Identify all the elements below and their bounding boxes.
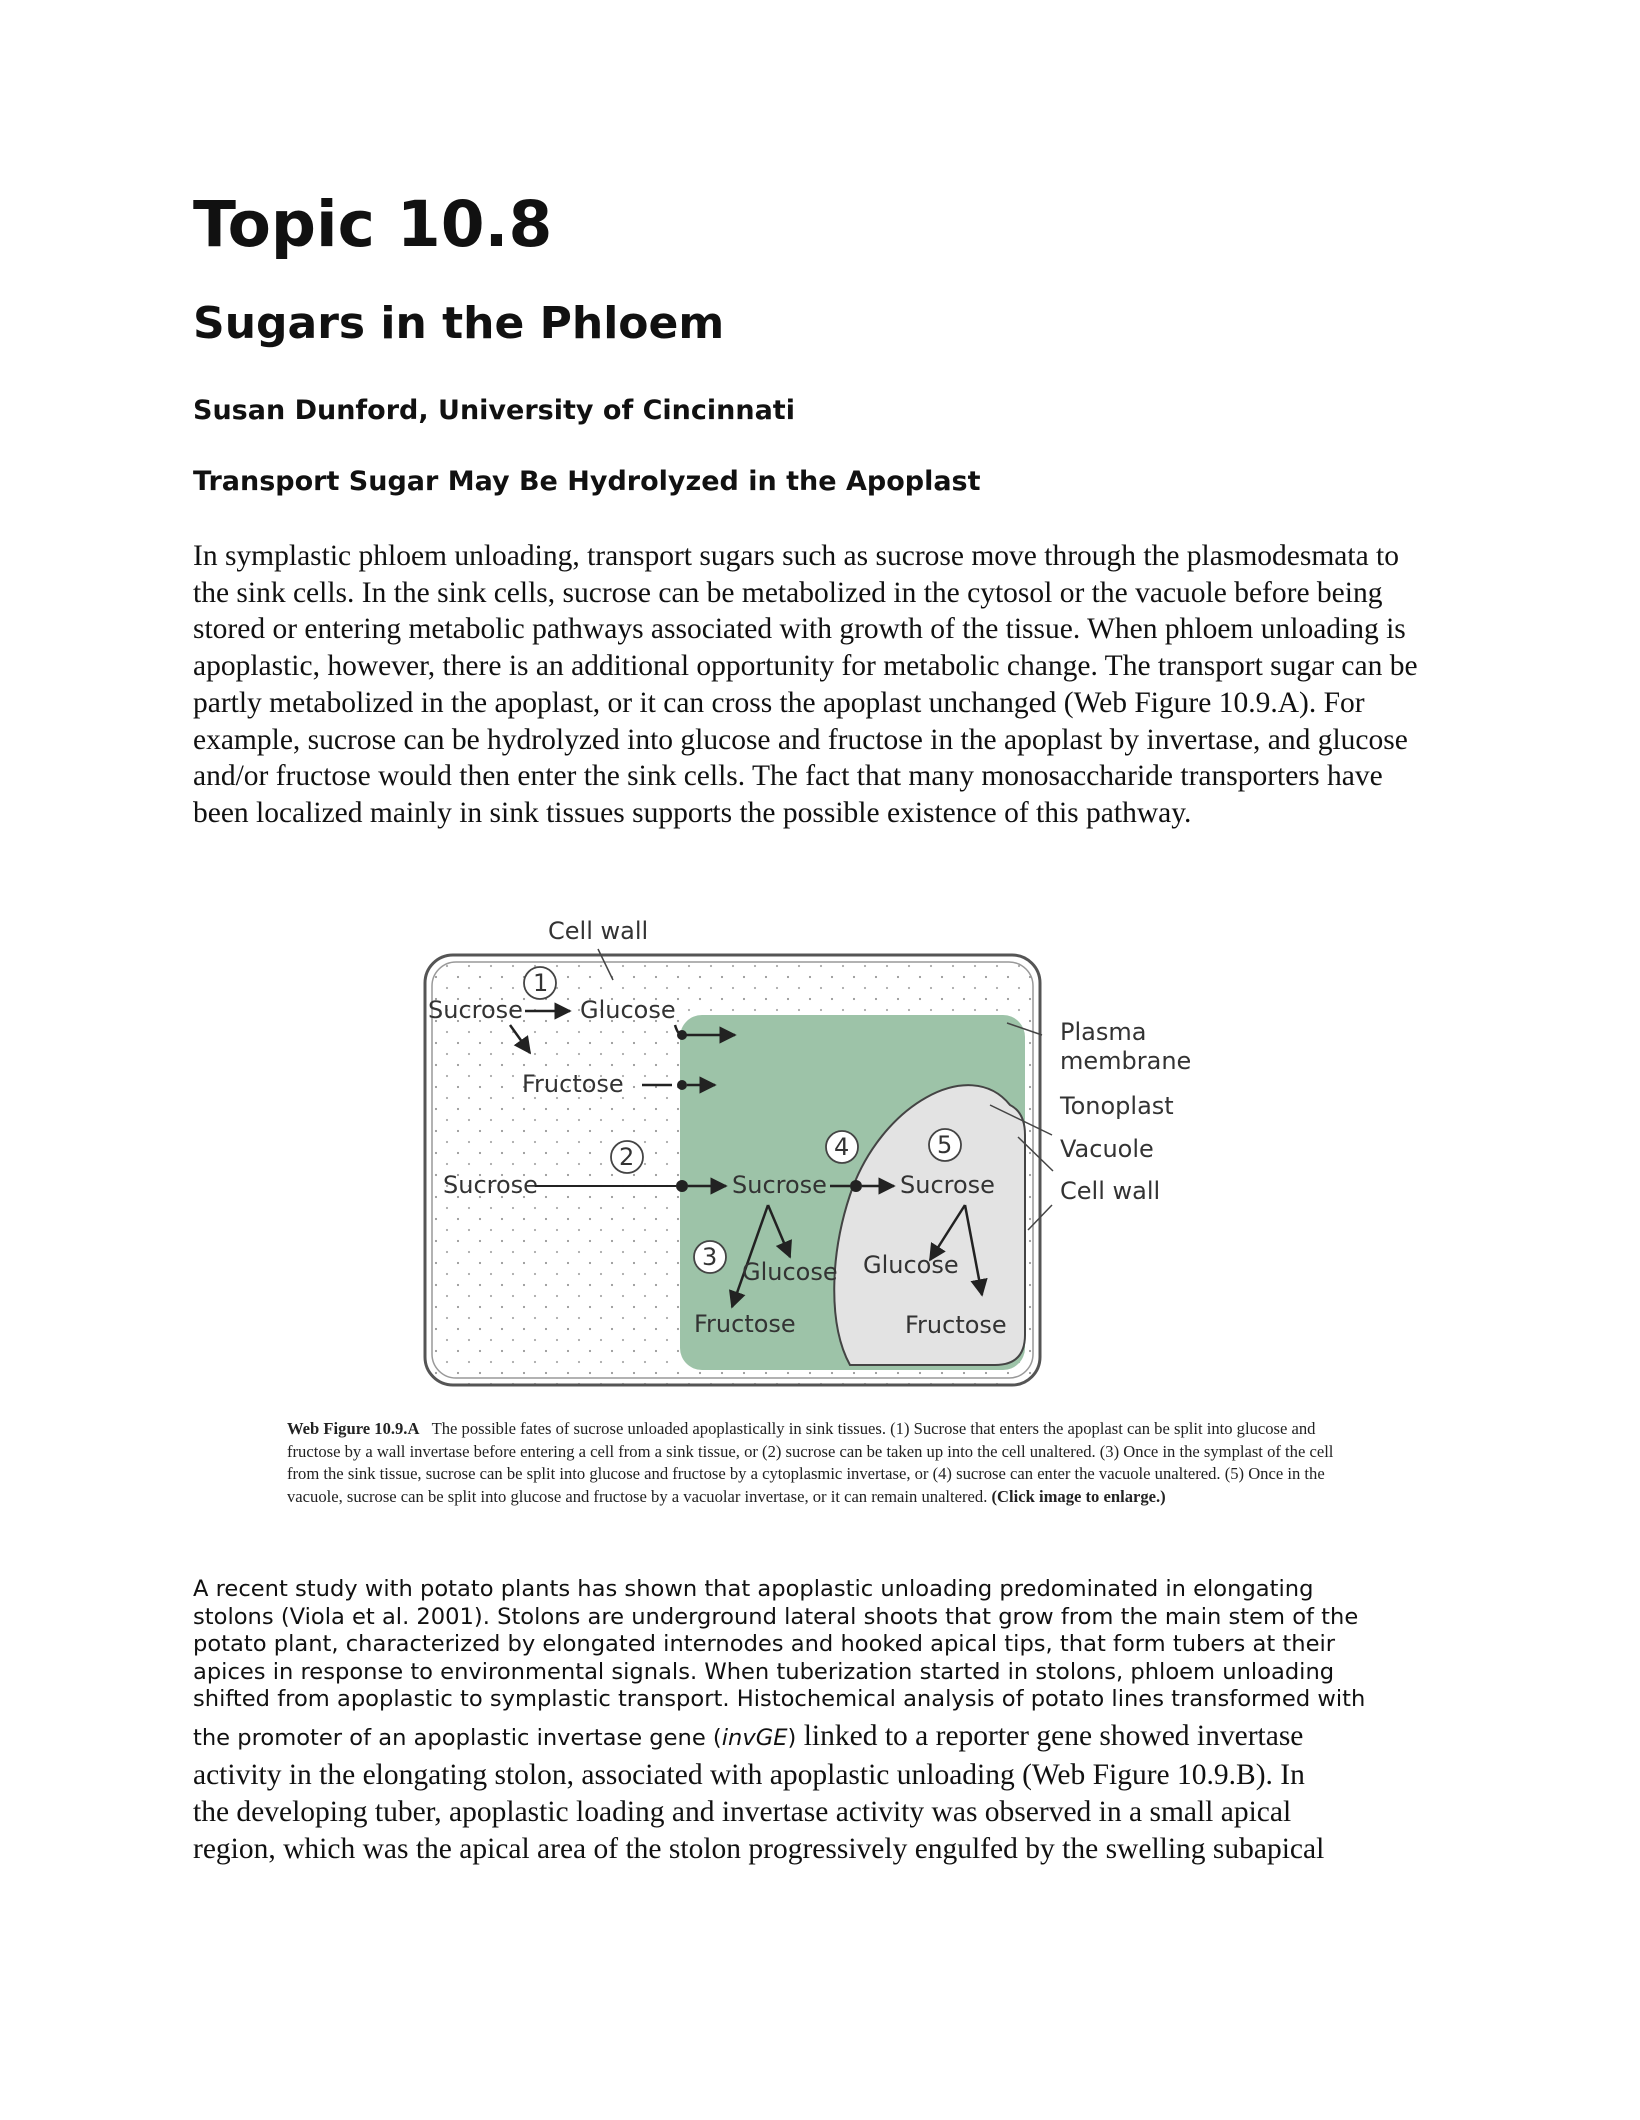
line6-close-paren: ): [787, 1725, 797, 1751]
step-1-number: 1: [533, 969, 549, 997]
label-sucrose-vacuole: Sucrose: [900, 1171, 995, 1199]
tonoplast-transporter: [850, 1180, 862, 1192]
label-glucose-vacuole: Glucose: [863, 1251, 959, 1279]
gene-name: invGE: [721, 1725, 788, 1751]
sucrose-transporter: [676, 1180, 688, 1192]
paragraph-line-mixed: [193, 1718, 1443, 1757]
step-4-number: 4: [834, 1133, 850, 1161]
label-cell-wall-top: Cell wall: [548, 917, 649, 945]
step-2-number: 2: [619, 1143, 635, 1171]
caption-enlarge-link[interactable]: (Click image to enlarge.): [991, 1486, 1166, 1506]
label-plasma: Plasma: [1060, 1018, 1147, 1046]
label-sucrose-1: Sucrose: [428, 996, 523, 1024]
paragraph-line: A recent study with potato plants has shown that apoplastic unloading predominated in elongating: [193, 1576, 1314, 1602]
label-glucose-1: Glucose: [580, 996, 676, 1024]
paragraph-line: region, which was the apical area of the stolon progressively engulfed by the swelling subapical: [193, 1833, 1325, 1865]
paragraph-line: shifted from apoplastic to symplastic transport. Histochemical analysis of potato lines transformed with: [193, 1686, 1366, 1713]
label-sucrose-cytosol: Sucrose: [732, 1171, 827, 1199]
line6-sans-part: the promoter of an apoplastic invertase gene (: [193, 1725, 722, 1751]
body-paragraph-1: In symplastic phloem unloading, transport sugars such as sucrose move through the plasmodesmata to the sink cells. In the sink cells, sucrose can be metabolized in the cytosol or the vacuole before being stored or entering metabolic pathways associated with growth of the tissue. When phloem unloading is apoplastic, however, there is an additional opportunity for metabolic change. The transport sugar can be partly metabolized in the apoplast, or it can cross the apoplast unchanged (Web Figure 10.9.A). For example, sucrose can be hydrolyzed into glucose and fructose in the apoplast by invertase, and glucose and/or fructose would then enter the sink cells. The fact that many monosaccharide transporters have been localized mainly in sink tissues supports the possible existence of this pathway.: [193, 540, 1418, 829]
figure-10-9-a[interactable]: [410, 905, 1230, 1395]
label-membrane: membrane: [1060, 1047, 1192, 1075]
paragraph-line: stolons (Viola et al. 2001). Stolons are underground lateral shoots that grow from the main stem of the: [193, 1603, 1359, 1630]
topic-title: Topic 10.8: [193, 188, 553, 261]
section-heading: Transport Sugar May Be Hydrolyzed in the Apoplast: [193, 466, 981, 497]
label-vacuole: Vacuole: [1060, 1135, 1154, 1163]
paragraph-line: potato plant, characterized by elongated internodes and hooked apical tips, that form tubers at their: [193, 1631, 1336, 1658]
line6-serif-part: linked to a reporter gene showed invertase: [796, 1720, 1304, 1752]
figure-caption: [287, 1418, 1367, 1508]
paragraph-line: activity in the elongating stolon, associated with apoplastic unloading (Web Figure 10.9.B). In: [193, 1759, 1305, 1791]
body-paragraph-2-serif: [193, 1718, 1443, 1868]
label-fructose-cytosol: Fructose: [694, 1310, 796, 1338]
fructose-transporter: [677, 1080, 687, 1090]
sucrose-fate-diagram[interactable]: [410, 905, 1230, 1395]
caption-text: The possible fates of sucrose unloaded apoplastically in sink tissues. (1) Sucrose that enters the apoplast can be split into glucose and fructose by a wall invertase before entering a cell from a sink tissue, or (2) sucrose can be taken up into the cell unaltered. (3) Once in the symplast of the cell from the sink tissue, sucrose can be split into glucose and fructose by a cytoplasmic invertase, or (4) sucrose can enter the vacuole unaltered. (5) Once in the vacuole, sucrose can be split into glucose and fructose by a vacuolar invertase, or it can remain unaltered.: [287, 1419, 1334, 1506]
label-sucrose-2: Sucrose: [443, 1171, 538, 1199]
step-3-number: 3: [702, 1243, 718, 1271]
topic-subtitle: Sugars in the Phloem: [193, 298, 725, 349]
paragraph-line: apices in response to environmental signals. When tuberization started in stolons, phloem unloading: [193, 1658, 1335, 1685]
label-tonoplast: Tonoplast: [1060, 1092, 1174, 1120]
step-5-number: 5: [937, 1131, 953, 1159]
caption-label: Web Figure 10.9.A: [287, 1419, 420, 1438]
body-paragraph-2-sans: [193, 1576, 1443, 1714]
label-cell-wall-right: Cell wall: [1060, 1177, 1161, 1205]
label-fructose-vacuole: Fructose: [905, 1311, 1007, 1339]
label-glucose-cytosol: Glucose: [742, 1258, 838, 1286]
paragraph-line: the developing tuber, apoplastic loading and invertase activity was observed in a small apical: [193, 1796, 1292, 1828]
author-line: Susan Dunford, University of Cincinnati: [193, 395, 795, 426]
label-fructose-1: Fructose: [522, 1070, 624, 1098]
